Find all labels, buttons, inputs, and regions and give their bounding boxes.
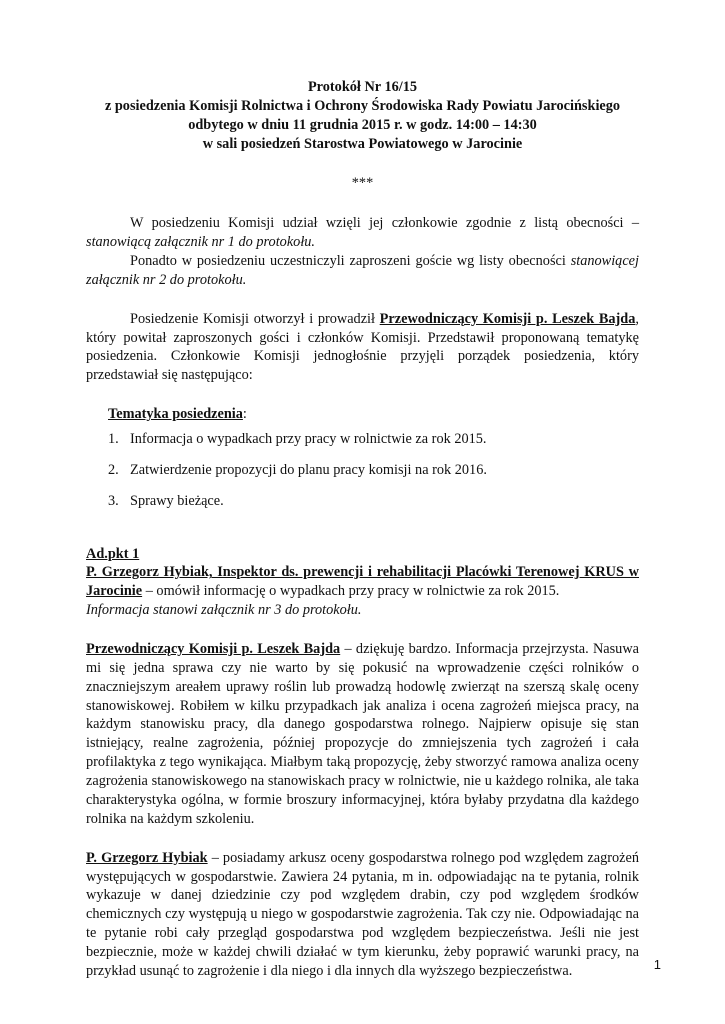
point1-paragraph <box>86 563 639 601</box>
agenda-heading: Tematyka posiedzenia <box>108 406 243 423</box>
protocol-title: Protokół Nr 16/15 <box>307 79 418 95</box>
attendance-attachment-note: stanowiącą załącznik nr 1 do protokołu. <box>86 234 316 251</box>
point1-heading: Ad.pkt 1 <box>86 545 140 562</box>
protocol-location-line: w sali posiedzeń Starostwa Powiatowego w Jarocinie <box>202 135 523 152</box>
chair-statement-text: – dziękuję bardzo. Informacja przejrzysta. Nasuwa mi się jedna sprawa czy nie warto by się pokusić na wprowadzenie części rolników o znaczniejszym areałem uprawy roślin lub prowadzą hodowlę zwierząt na szerszą skalę oceny stanowiskowej. Robiłem w kilku przypadkach jak analiza i ocena zagrożeń miejsca pracy, na każdym stanowisku pracy, dla danego gospodarstwa rolnego. Najpierw opisuje się stan istniejący, realne zagrożenia, później propozycje do zmniejszenia tych zagrożeń i cała profilaktyka z tego wynikająca. Miałbym taką propozycję, żeby stworzyć ramowa analiza oceny zagrożenia stanowiskowego na stanowiskach pracy w rolnictwie, nie u każdego rolnika, ale taka charakterystyka ogólna, w formie broszury informacyjnej, która byłaby przydatna dla każdego rolnika na każdym szkoleniu. <box>86 641 639 827</box>
agenda-item-number: 2. <box>108 461 119 478</box>
protocol-date-line: odbytego w dniu 11 grudnia 2015 r. w godz. 14:00 – 14:30 <box>188 116 537 133</box>
opening-post: , który powitał zaproszonych gości i członków Komisji. Przedstawił proponowaną tematykę posiedzenia. Członkowie Komisji jednogłośnie przyjęli porządek posiedzenia, który przedstawiał się następująco: <box>86 310 639 384</box>
agenda-item <box>108 461 639 480</box>
hybiak-statement-text: – posiadamy arkusz oceny gospodarstwa rolnego pod względem zagrożeń występujących w gospodarstwie. Zawiera 24 pytania, m in. odpowiadając na te pytania, rolnik wykazuje w danej dziedzinie czy pod względem drabin, czy pod względem środków chemicznych czy występują u niego w gospodarstwie zagrożenia. Tak czy nie. Odpowiadając na te pytanie robi cały przegląd gospodarstwa pod względem bezpieczeństwa. Jeśli nie jest bezpiecznie, może w każdej chwili działać w tym kierunku, żeby poprawić warunki pracy, na przykład usunąć to zagrożenie i dla niego i dla innych dla wyższego bezpieczeństwa. <box>86 849 639 979</box>
guests-attachment-note: stanowiącej załącznik nr 2 do protokołu. <box>86 253 639 288</box>
agenda-item-number: 1. <box>108 431 119 448</box>
point1-attachment-note: Informacja stanowi załącznik nr 3 do protokołu. <box>86 602 362 619</box>
attendance-paragraph <box>86 214 639 252</box>
chair-statement <box>86 640 639 829</box>
page-number: 1 <box>653 957 661 972</box>
point1-speaker: P. Grzegorz Hybiak, Inspektor ds. prewencji i rehabilitacji Placówki Terenowej KRUS w Jarocinie <box>86 564 639 600</box>
attendance-text: W posiedzeniu Komisji udział wzięli jej członkowie zgodnie z listą obecności – <box>130 215 639 232</box>
guests-text: Ponadto w posiedzeniu uczestniczyli zaproszeni goście wg listy obecności <box>130 253 571 270</box>
guests-paragraph <box>86 252 639 290</box>
agenda-item-text: Sprawy bieżące. <box>130 492 224 509</box>
chair-statement-speaker: Przewodniczący Komisji p. Leszek Bajda <box>86 641 341 658</box>
hybiak-statement-speaker: P. Grzegorz Hybiak <box>86 849 208 866</box>
chair-name: Przewodniczący Komisji p. Leszek Bajda <box>379 310 636 327</box>
agenda-heading-colon: : <box>242 406 247 423</box>
agenda-item <box>108 492 639 511</box>
protocol-subtitle-line: z posiedzenia Komisji Rolnictwa i Ochrony Środowiska Rady Powiatu Jarocińskiego <box>104 97 621 114</box>
agenda-item-number: 3. <box>108 492 119 509</box>
agenda-item-text: Informacja o wypadkach przy pracy w rolnictwie za rok 2015. <box>130 431 487 448</box>
agenda-item <box>108 430 639 449</box>
opening-pre: Posiedzenie Komisji otworzył i prowadził <box>130 310 380 327</box>
agenda-item-text: Zatwierdzenie propozycji do planu pracy komisji na rok 2016. <box>130 461 487 478</box>
section-separator: *** <box>351 175 374 192</box>
hybiak-statement <box>86 849 639 981</box>
agenda-list <box>86 430 639 511</box>
opening-paragraph <box>86 310 639 385</box>
agenda-heading-line <box>108 405 639 424</box>
point1-text: – omówił informację o wypadkach przy pracy w rolnictwie za rok 2015. <box>142 583 560 600</box>
